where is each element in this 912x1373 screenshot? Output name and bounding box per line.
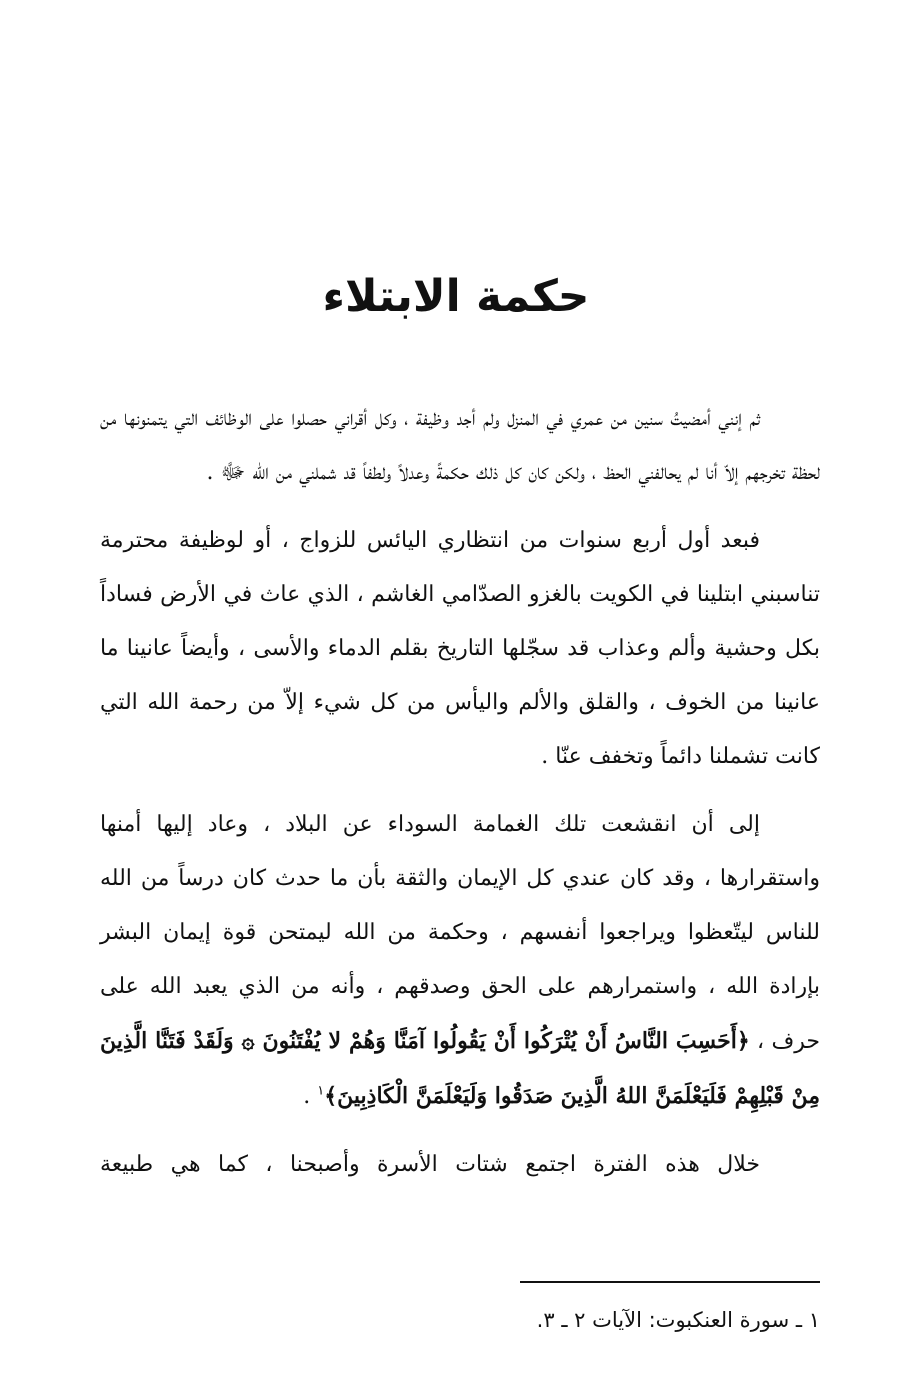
paragraph-1: ثم إنني أمضيتُ سنين من عمري في المنزل ولم أجد وظيفة ، وكل أقراني حصلوا على الوظائف التي يتمنونها من لحظة تخرجهم إلاّ أنا لم يحالفني الحظ ، ولكن كان كل ذلك حكمةً وعدلاً ولطفاً قد شملني من الله ﷻ . bbox=[100, 406, 820, 485]
footnote: ١ ـ سورة العنكبوت: الآيات ٢ ـ ٣. bbox=[536, 1308, 820, 1332]
paragraph-3 bbox=[100, 798, 820, 1124]
paragraph-3-end: . bbox=[303, 1084, 318, 1109]
footnote-separator bbox=[520, 1281, 820, 1283]
footnote-reference: ١ bbox=[317, 1083, 325, 1099]
quran-verse: ﴿أَحَسِبَ النَّاسُ أَنْ يُتْرَكُوا أَنْ يَقُولُوا آمَنَّا وَهُمْ لا يُفْتَنُونَ ۞ وَلَقَدْ فَتَنَّا الَّذِينَ مِنْ قَبْلِهِمْ فَلَيَعْلَمَنَّ اللهُ الَّذِينَ صَدَقُوا وَلَيَعْلَمَنَّ الْكَاذِبِينَ﴾ bbox=[100, 1028, 820, 1109]
body-text bbox=[100, 392, 820, 1206]
paragraph-2: فبعد أول أربع سنوات من انتظاري اليائس للزواج ، أو لوظيفة محترمة تناسبني ابتلينا في الكويت بالغزو الصدّامي الغاشم ، الذي عاث في الأرض فساداً بكل وحشية وألم وعذاب قد سجّلها التاريخ بقلم الدماء والأسى ، وأيضاً عانينا ما عانينا من الخوف ، والقلق والألم واليأس من كل شيء إلاّ من رحمة الله التي كانت تشملنا دائماً وتخفف عنّا . bbox=[100, 528, 820, 769]
paragraph-4: خلال هذه الفترة اجتمع شتات الأسرة وأصبحنا ، كما هي طبيعة bbox=[100, 1152, 760, 1177]
paragraph-3-text: إلى أن انقشعت تلك الغمامة السوداء عن البلاد ، وعاد إليها أمنها واستقرارها ، وقد كان عندي كل الإيمان والثقة بأن ما حدث كان درساً من الله للناس ليتّعظوا ويراجعوا أنفسهم ، وحكمة من الله ليمتحن قوة إيمان البشر بإرادة الله ، واستمرارهم على الحق وصدقهم ، وأنه من الذي يعبد الله على حرف ، bbox=[100, 812, 820, 1054]
chapter-title: حكمة الابتلاء bbox=[322, 271, 590, 322]
